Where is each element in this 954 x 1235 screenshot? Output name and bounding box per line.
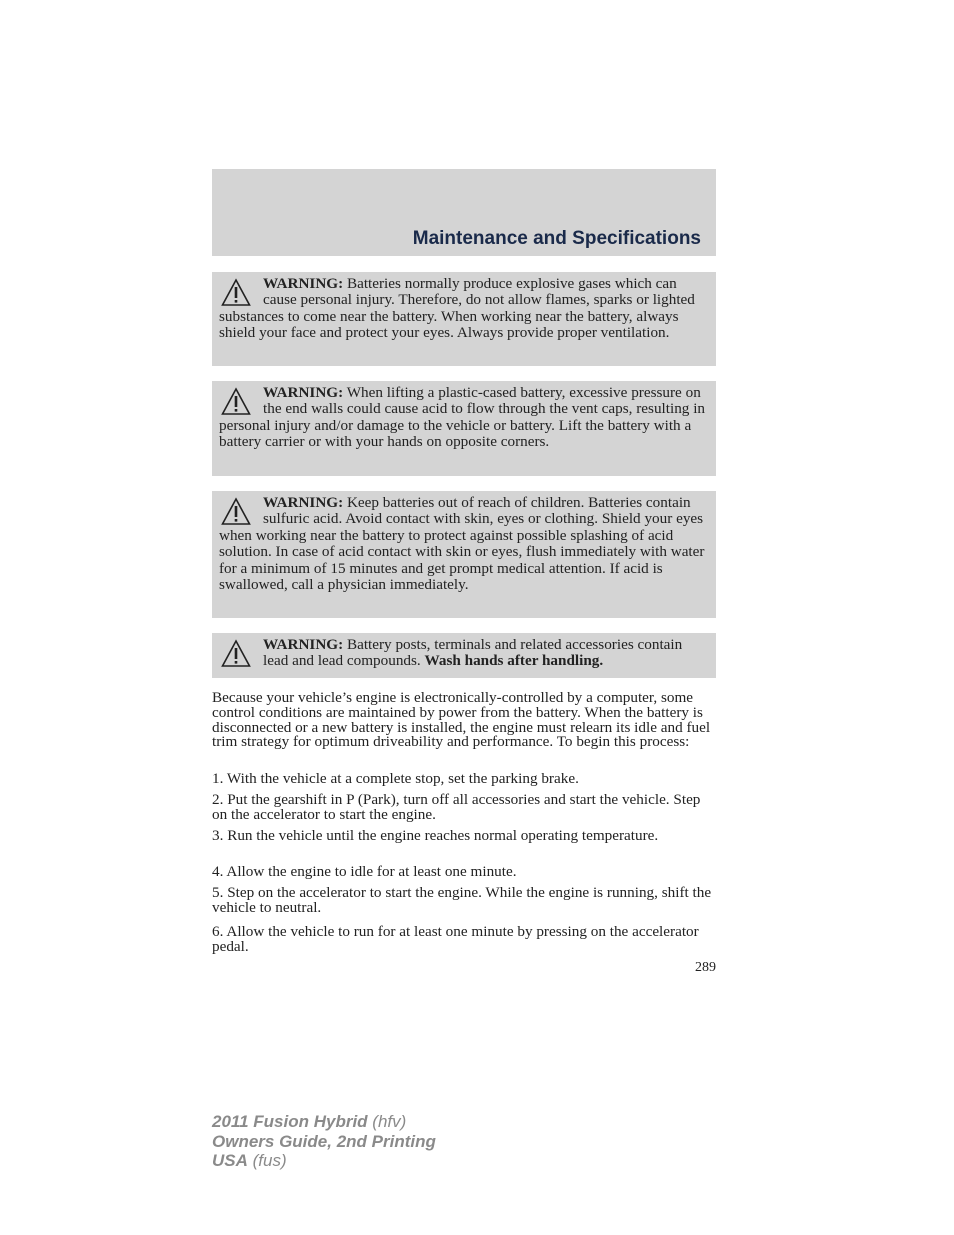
footer-line-2 [212, 1132, 436, 1152]
warning-box-explosive-gases [212, 272, 716, 366]
warning-label: WARNING: [263, 275, 344, 292]
warning-triangle-icon [221, 278, 251, 308]
step-6: 6. Allow the vehicle to run for at least one minute by pressing on the accelerator pedal. [212, 923, 699, 955]
warning-text: When lifting a plastic-cased battery, excessive pressure on the end walls could cause acid to flow through the vent caps, resulting in personal injury and/or damage to the vehicle or battery. Lift the battery with a battery carrier or with your hands on opposite corners. [219, 384, 706, 451]
warning-text: Batteries normally produce explosive gases which can cause personal injury. Therefore, do not allow flames, sparks or lighted substances to come near the battery. When working near the battery, always shield your face and protect your eyes. Always provide proper ventilation. [219, 275, 695, 342]
warning-box-plastic-battery [212, 381, 716, 476]
footer-market: USA [212, 1151, 248, 1170]
warning-box-lead [212, 633, 716, 678]
intro-paragraph: Because your vehicle’s engine is electronically-controlled by a computer, some control conditions are maintained by power from the battery. When the battery is disconnected or a new battery is installed, the engine must relearn its idle and fuel trim strategy for optimum driveability and performance. To begin this process: [212, 689, 711, 751]
footer-model-code: (hfv) [372, 1112, 407, 1131]
step-2: 2. Put the gearshift in P (Park), turn off all accessories and start the vehicle. Step on the accelerator to start the engine. [212, 791, 701, 823]
section-header [212, 169, 716, 256]
step-5: 5. Step on the accelerator to start the engine. While the engine is running, shift the vehicle to neutral. [212, 884, 712, 916]
footer-line-3 [212, 1151, 436, 1171]
footer-line-1 [212, 1112, 436, 1132]
page-number: 289 [695, 960, 716, 975]
warning-label: WARNING: [263, 494, 344, 511]
footer-printing: Owners Guide, 2nd Printing [212, 1131, 436, 1151]
warning-triangle-icon [221, 497, 251, 527]
warning-text: Battery posts, terminals and related accessories contain lead and lead compounds. [263, 636, 683, 670]
footer-model: 2011 Fusion Hybrid [212, 1112, 368, 1131]
warning-text: Keep batteries out of reach of children. Batteries contain sulfuric acid. Avoid contact with skin, eyes or clothing. Shield your eyes when working near the battery to protect against possible splashing of acid solution. In case of acid contact with skin or eyes, flush immediately with water for a minimum of 15 minutes and get prompt medical attention. If acid is swallowed, call a physician immediately. [219, 494, 705, 594]
document-footer [212, 1112, 436, 1171]
warning-triangle-icon [221, 639, 251, 669]
warning-triangle-icon [221, 387, 251, 417]
section-title: Maintenance and Specifications [412, 228, 701, 249]
warning-label: WARNING: [263, 384, 344, 401]
footer-market-code: (fus) [252, 1151, 287, 1170]
step-3: 3. Run the vehicle until the engine reaches normal operating temperature. [212, 827, 659, 844]
warning-box-children-acid [212, 491, 716, 618]
warning-label: WARNING: [263, 636, 344, 653]
step-4: 4. Allow the engine to idle for at least one minute. [212, 863, 517, 880]
step-1: 1. With the vehicle at a complete stop, set the parking brake. [212, 770, 579, 787]
warning-bold-note: Wash hands after handling. [424, 652, 604, 670]
